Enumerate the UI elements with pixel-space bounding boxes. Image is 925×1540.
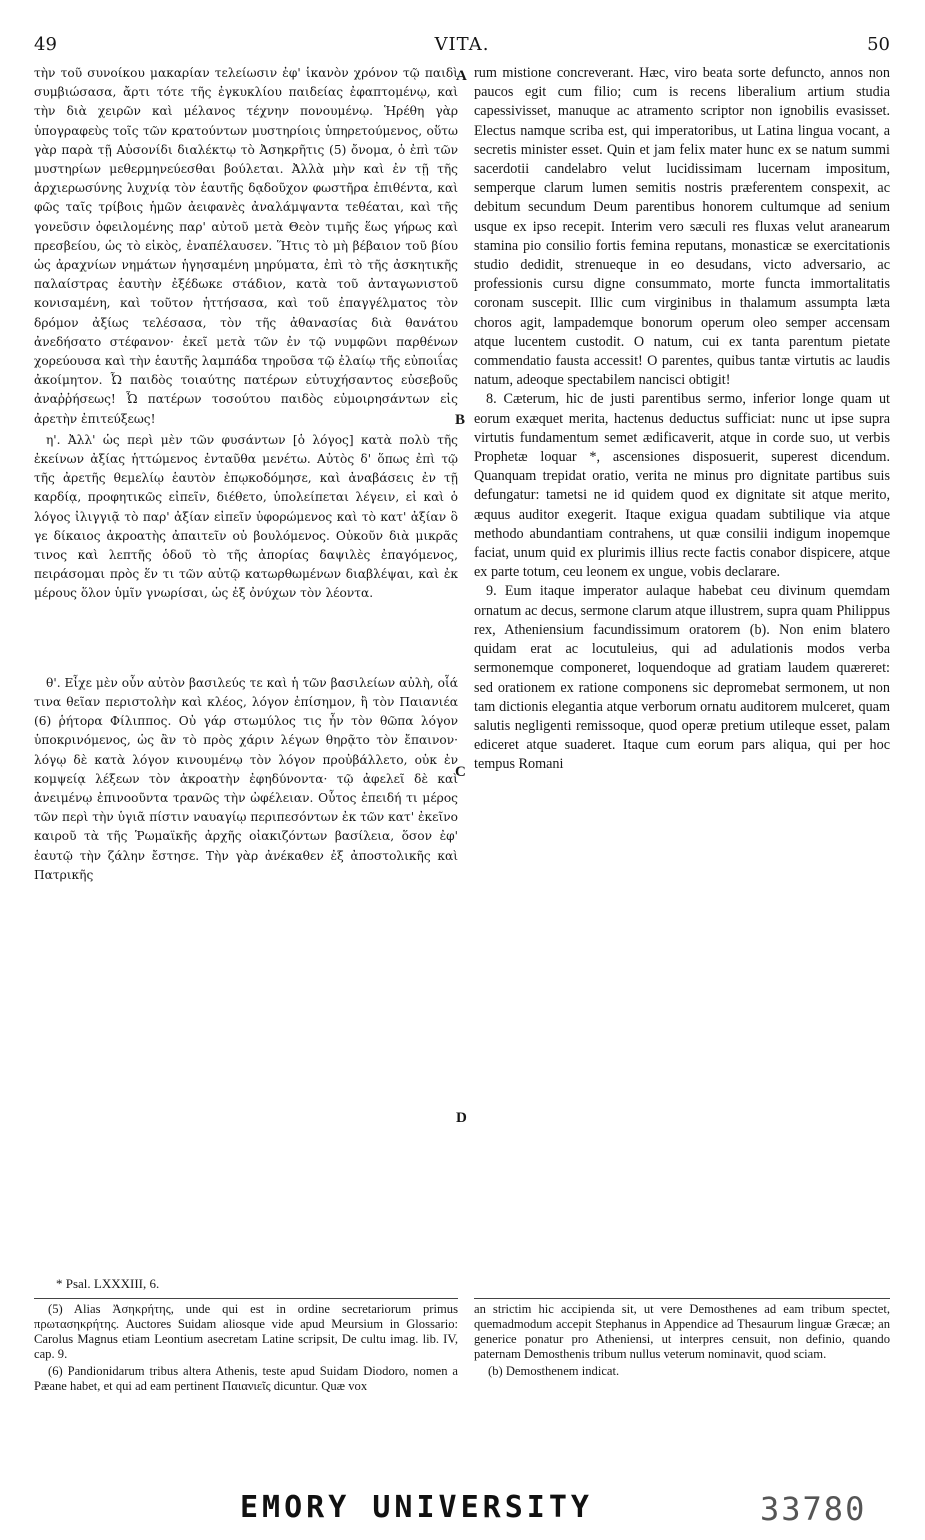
running-title: VITA. xyxy=(434,34,490,55)
latin-paragraph-1: rum mistione concreverant. Hæc, viro beata sorte defuncto, annos non paucos egit cum filio; cum is recens liberalium artium studia capessivisset, manuque ac atramento scriptor non ignobilis evasisset. Electus namque scriba est, qui imperatoribus, ut Latina lingua vocant, a secretis minister esset. Quin et jam felix mater hunc ex se natum summi sacerdotii candelabro velut lucidissimam lucernam impositum, semperque clarum lumen semitis nostris præferentem conspexit, ac debitum secundum Deum parentibus honorem cultumque ad senium usque ex ipso recepit. Interim vero sæculi res fluxas velut aranearum stamina pio consilio fortis femina reputans, monasticæ se exercitationis studio dedidit, strenueque in eo desudans, victo adversario, ac professionis cursu digne consummato, morte functa immortalitatis coronam suscepit. Illic cum virginibus in thalamum assumpta læta choros agit, lampademque bonorum operum oleo semper accensam atque lucentem custodit. O natum, cui ex tanta parentum pietate commendatio fausta accessit! O parentes, quibus tantæ virtutis ac laudis natum, adeoque spectabilem nancisci obtigit! xyxy=(474,65,890,389)
greek-paragraph-3: θ'. Εἶχε μὲν οὖν αὐτὸν βασιλεύς τε καὶ ἡ τῶν βασιλείων αὐλὴ, οἷά τινα θεῖαν περιστολὴν καὶ κλέος, λόγον ἐπίσημον, ἢ τὸν Παιανιέα (6) ῥήτορα Φίλιππος. Οὐ γάρ στωμύλος τις ἦν τὸν θῶπα λόγον ὑποκρινόμενος, ὡς ἂν τὸ πρὸς χάριν λέγων θηρᾷτο τὸν ἔπαινον· λόγῳ δὲ κατὰ λόγον κινουμένῳ τὸν λόγον προὐβάλλετο, οὐκ ἐν κομψείᾳ λέξεων τὸν ἀκροατὴν ἐφηδύνοντα· τῷ ἀφελεῖ δὲ καὶ ἀνειμένῳ ἐπινοοῦντα τρανῶς τὴν ὠφέλειαν. Οὗτος ἐπειδή τι μέρος τῶν περὶ τὴν ὑγιᾶ πίστιν ναυαγίῳ περιπεσόντων ἐκ τῶν κατ' ἐκεῖνο καιροῦ τὰ τῆς Ῥωμαϊκῆς ἀρχῆς οἰακιζόντων βασίλεια, ὅσον ἐφ' ἑαυτῷ τὴν ζάλην ἔστησε. Τὴν γὰρ ἀνέκαθεν ἐξ ἀποστολικῆς καὶ Πατρικῆς xyxy=(34,675,458,882)
accession-number: 33780 xyxy=(760,1490,867,1528)
scripture-footnote: * Psal. LXXXIII, 6. xyxy=(56,1276,160,1291)
latin-paragraph-2: 8. Cæterum, hic de justi parentibus sermo, inferior longe quam ut eorum exæquet merita, hactenus deductus sufficiat: nunc ut ipse supra virtutis fundamentum semet ædificaverit, atque in corde suo, ut verbis Prophetæ loquar *, ascensiones disposuerit, superest dicendum. Quanquam trepidat oratio, verita ne minus pro dignitate partibus suis defungatur: tametsi ne id quidem quod ex dignitate sit atque merito, æquus auditor exegerit. Itaque exigua quadam subtilique via atque methodo abundantiam contrahens, ut quæ consilii indigum inopemque faciat, unum quid ex plurimis illius recte factis conabor dispicere, atque ex parte totum, ceu leonem ex ungue, vobis declarare. xyxy=(474,391,890,581)
margin-marker-b: B xyxy=(455,412,466,428)
latin-paragraph-3: 9. Eum itaque imperator aulaque habebat ceu divinum quemdam ornatum ac decus, sermone clarum atque illustrem, supra quam Philippus rex, Atheniensium facundissimum oratorem (b). Non enim blatero quidam erat ac locutuleius, qui ad adulationis modos verba sermonemque componeret, loquendoque ad gratiam laudem quæreret: sed orationem ex ratione componens sic depromebat sermonem, ut non tam dictionis elegantia atque verborum ornatu auditorem mulceret, quam salutis negligenti remissoque, quod operæ pretium utileque esset, palam ediceret atque suaderet. Itaque cum eorum pars aliqua, qui per hoc tempus Romani xyxy=(474,583,890,773)
greek-paragraph-1: τὴν τοῦ συνοίκου μακαρίαν τελείωσιν ἐφ' ἱκανὸν χρόνον τῷ παιδὶ συμβιώσασα, ἄρτι τότε τῆς ἐγκυκλίου παιδείας ἐφαπτομένῳ, καὶ τὴν διὰ χειρῶν καὶ μέλανος τέχνην πονουμένῳ. Ἡρέθη γὰρ ὑπογραφεὺς τοῖς τῶν κρατούντων μυστηρίοις ὑπηρετούμενος, οὕτω γὰρ παρὰ τῇ Αὐσονίδι διαλέκτῳ τὸ Ἀσηκρῆτις (5) ὄνομα, ὁ ἐπὶ τῶν μυστηρίων μεθερμηνεύεσθαι βούλεται. Ἀλλὰ μὴν καὶ ἐν τῇ τῆς ἀρχιερωσύνης λυχνίᾳ τὸν ἑαυτῆς δᾳδοῦχον φωστῆρα ἐπιθέντα, καὶ φῶς ταῖς τρίβοις ἡμῶν ἀειφανὲς ἀναλάμψαντα τεθέαται, καὶ τῆς γονεῦσιν ὀφειλομένης παρ' αὐτοῦ μετὰ Θεὸν τιμῆς ἕως γήρως καὶ πρεσβείου, ὡς τὸ εἰκὸς, ἐναπέλαυσεν. Ἥτις τὸ μὴ βέβαιον τοῦ βίου ὡς ἀραχνίων νημάτων ἡγησαμένη μηρύματα, ἐπὶ τὸ τῆς ἀσκητικῆς παλαίστρας ἑαυτὴν ἐξέδωκε στάδιον, κατὰ τοῦ ἀνταγωνιστοῦ κονισαμένη, καὶ τοῦτον ἡττήσασα, καὶ τοῦ ἐπαγγέλματος τὸν δρόμον ἀξίως τελέσασα, τὸν τῆς ἀθανασίας διὰ θανάτου ἀνεδήσατο στέφανον· ἐκεῖ μετὰ τῶν ἐν τῷ νυμφῶνι παρθένων χορεύουσα καὶ τὴν ἑαυτῆς λαμπάδα τηροῦσα τῷ ἐλαίῳ τῆς εὐποιΐας ἀκοίμητον. Ὦ παιδὸς τοιαύτης πατέρων εὐτυχήσαντος εὐσεβοῦς ἀναῤῥήσεως! Ὦ πατέρων τοσούτου παιδὸς εὐμοιρησάντων εἰς ἀρετὴν ἐπιτεύξεως! xyxy=(34,66,458,426)
margin-marker-a: A xyxy=(456,68,467,84)
running-header xyxy=(34,34,890,58)
footnote-rule-left xyxy=(34,1298,458,1299)
footnotes-left xyxy=(34,1302,458,1396)
page-number-right: 50 xyxy=(867,34,890,55)
margin-marker-c: C xyxy=(455,764,466,780)
greek-column xyxy=(34,64,458,885)
page-number-left: 49 xyxy=(34,34,57,55)
footnote-b: (b) Demosthenem indicat. xyxy=(488,1364,620,1378)
library-stamp: EMORY UNIVERSITY xyxy=(240,1490,593,1525)
latin-column xyxy=(474,64,890,775)
footnotes-right xyxy=(474,1302,890,1381)
footnote-5: (5) Alias Ἀσηκρήτης, unde qui est in ordine secretariorum primus πρωτασηκρήτης. Auctores Suidam aliosque vide apud Meursium in Glossario: Carolus Magnus etiam Leontium asecretam Latine scripsit, De cultu imag. lib. IV, cap. 9. xyxy=(34,1302,458,1361)
footnote-rule-right xyxy=(474,1298,890,1299)
margin-marker-d: D xyxy=(456,1110,467,1126)
footnote-6-continued: an strictim hic accipienda sit, ut vere Demosthenes ad eam tribum spectet, quemadmodum accepit Stephanus in Appendice ad Thesaurum linguæ Græcæ; an generice ponatur pro Atheniensi, ut interpres censuit, non definio, quando paternam Demosthenis tribum nullus veterum nominavit, quod sciam. xyxy=(474,1302,890,1361)
footnote-6: (6) Pandionidarum tribus altera Athenis, teste apud Suidam Diodoro, nomen a Pæane habet, et qui ad eam pertinent Παιανιεῖς dicuntur. Quæ vox xyxy=(34,1364,458,1393)
greek-paragraph-2: η'. Ἀλλ' ὡς περὶ μὲν τῶν φυσάντων [ὁ λόγος] κατὰ πολὺ τῆς ἐκείνων ἀξίας ἡττώμενος ἐνταῦθα μενέτω. Αὐτὸς δ' ὅπως ἐπὶ τῷ τῆς ἀρετῆς θεμελίῳ ἑαυτὸν ἐπῳκοδόμησε, καὶ ἀναβάσεις ἐν τῇ καρδίᾳ, προφητικῶς εἰπεῖν, διέθετο, ὑπολείπεται λέγειν, εἰ καὶ ὁ λόγος ἰλιγγιᾷ τὸ παρ' ἀξίαν εἰπεῖν ὑφορώμενος καὶ τὸ κατ' ἀξίαν ὃ γε δίκαιος ἀκροατὴς ἀπαιτεῖν οὐ βουλόμενος. Οὐκοῦν διὰ μικρᾶς τινος καὶ λεπτῆς ὁδοῦ τὸ τῆς ἀπορίας δαψιλὲς ἐπαγόμενος, πειράσομαι πρὸς ἕν τι τῶν αὐτῷ κατωρθωμένων διαβλέψαι, καὶ ἐκ μέρους ὅλον ὑμῖν γνωρίσαι, ὡς ἐξ ὀνύχων τὸν λέοντα. xyxy=(34,432,458,601)
